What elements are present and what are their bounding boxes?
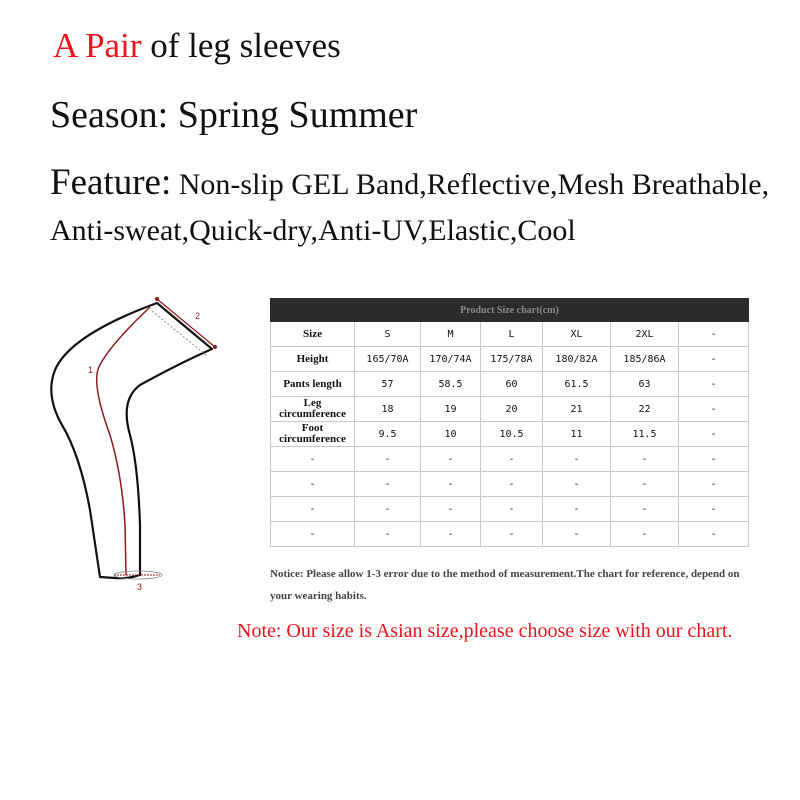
size-row [271,447,749,472]
size-value-cell: - [611,522,679,547]
marker-1: 1 [88,365,94,375]
row-label-cell: Foot circumference [271,422,355,447]
size-value-cell: - [679,397,749,422]
size-value-cell: - [679,372,749,397]
size-value-cell: 22 [611,397,679,422]
leg-sleeve-diagram [40,285,240,605]
size-value-cell: - [481,522,543,547]
marker-3: 3 [137,582,143,592]
size-value-cell: 20 [481,397,543,422]
size-value-cell: 2XL [611,322,679,347]
size-value-cell: - [481,497,543,522]
feature-label: Feature: [50,162,172,203]
size-value-cell: - [679,422,749,447]
size-value-cell: - [421,522,481,547]
size-value-cell: - [421,472,481,497]
size-value-cell: - [543,472,611,497]
size-value-cell: - [355,447,421,472]
size-value-cell: - [421,447,481,472]
size-value-cell: - [679,447,749,472]
notice-text: Notice: Please allow 1-3 error due to the method of measurement.The chart for reference, depend on your wearing habits. [270,568,740,602]
size-value-cell: 57 [355,372,421,397]
size-chart-title: Product Size chart(cm) [271,299,749,322]
row-label-cell: - [271,472,355,497]
size-value-cell: - [679,322,749,347]
size-value-cell: - [421,497,481,522]
asian-size-note: Note: Our size is Asian size,please choose size with our chart. [237,620,733,642]
size-value-cell: L [481,322,543,347]
size-value-cell: - [679,472,749,497]
size-value-cell: 63 [611,372,679,397]
size-value-cell: - [679,522,749,547]
title-highlight: A Pair [53,26,142,65]
size-value-cell: 18 [355,397,421,422]
size-value-cell: S [355,322,421,347]
size-value-cell: - [611,472,679,497]
row-label-cell: - [271,497,355,522]
size-value-cell: 180/82A [543,347,611,372]
size-value-cell: 9.5 [355,422,421,447]
measure-line-1 [97,307,150,575]
season-text: Season: Spring Summer [50,94,418,136]
size-value-cell: - [355,497,421,522]
size-row [271,372,749,397]
row-label-cell: - [271,522,355,547]
size-header-row [271,322,749,347]
sleeve-outline [51,303,212,578]
size-value-cell: - [481,472,543,497]
size-value-cell: 11 [543,422,611,447]
product-title [53,26,341,66]
size-value-cell: - [679,497,749,522]
size-value-cell: - [611,447,679,472]
size-value-cell: 58.5 [421,372,481,397]
size-row [271,522,749,547]
title-rest: of leg sleeves [141,26,341,65]
size-value-cell: 60 [481,372,543,397]
size-row [271,497,749,522]
feature-line-2: Anti-sweat,Quick-dry,Anti-UV,Elastic,Cool [50,214,576,247]
row-label-cell: Height [271,347,355,372]
row-label-cell: Leg circumference [271,397,355,422]
size-value-cell: 61.5 [543,372,611,397]
size-value-cell: - [355,472,421,497]
size-row [271,472,749,497]
size-value-cell: - [481,447,543,472]
size-value-cell: 19 [421,397,481,422]
row-label-cell: - [271,447,355,472]
size-value-cell: 165/70A [355,347,421,372]
size-row [271,347,749,372]
size-value-cell: M [421,322,481,347]
marker-2: 2 [195,311,201,321]
size-value-cell: - [543,522,611,547]
size-value-cell: - [611,497,679,522]
row-label-cell: Size [271,322,355,347]
size-chart-table [270,298,749,547]
size-value-cell: 10.5 [481,422,543,447]
size-row [271,422,749,447]
size-value-cell: 185/86A [611,347,679,372]
size-value-cell: - [679,347,749,372]
size-value-cell: 170/74A [421,347,481,372]
size-value-cell: 11.5 [611,422,679,447]
feature-text-1: Non-slip GEL Band,Reflective,Mesh Breathable, [171,168,770,201]
size-value-cell: XL [543,322,611,347]
size-value-cell: 21 [543,397,611,422]
feature-line-1 [50,161,769,204]
row-label-cell: Pants length [271,372,355,397]
size-value-cell: - [355,522,421,547]
size-value-cell: 175/78A [481,347,543,372]
size-value-cell: - [543,497,611,522]
measure-line-2 [157,299,215,347]
size-row [271,397,749,422]
size-value-cell: 10 [421,422,481,447]
size-value-cell: - [543,447,611,472]
